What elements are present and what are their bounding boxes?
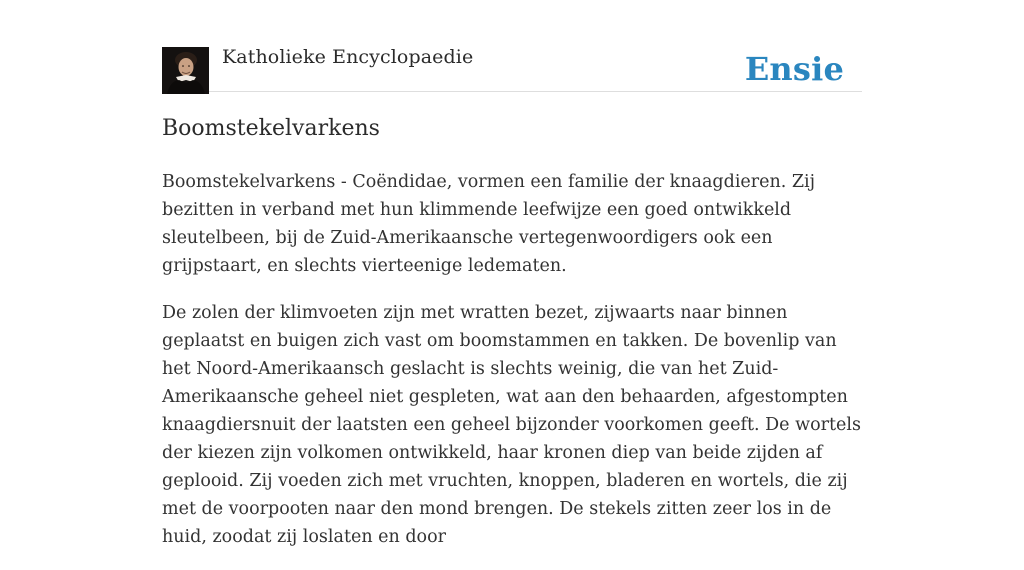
- site-header: [162, 0, 862, 92]
- brand-logo[interactable]: Ensie: [744, 50, 844, 88]
- page-container: [162, 0, 862, 547]
- article-body: [162, 168, 862, 570]
- portrait-avatar[interactable]: [162, 47, 209, 94]
- article-title: Boomstekelvarkens: [162, 116, 380, 141]
- article-paragraph: Boomstekelvarkens - Coëndidae, vormen een familie der knaagdieren. Zij bezitten in verband met hun klimmende leefwijze een goed ontwikkeld sleutelbeen, bij de Zuid-Amerikaansche vertegenwoordigers ook een grijpstaart, en slechts vierteenige ledematen.: [162, 172, 816, 276]
- article-paragraph: De zolen der klimvoeten zijn met wratten bezet, zijwaarts naar binnen geplaatst en buigen zich vast om boomstammen en takken. De bovenlip van het Noord-Amerikaansch geslacht is slechts weinig, die van het Zuid-Amerikaansche geheel niet gespleten, wat aan den behaarden, afgestompten knaagdiersnuit der laatsten een geheel bijzonder voorkomen geeft. De wortels der kiezen zijn volkomen ontwikkeld, haar kronen diep van beide zijden af geplooid. Zij voeden zich met vruchten, knoppen, bladeren en wortels, die zij met de voorpooten naar den mond brengen. De stekels zitten zeer los in de huid, zoodat zij loslaten en door: [162, 303, 861, 547]
- portrait-icon: [162, 47, 209, 94]
- site-name[interactable]: Katholieke Encyclopaedie: [222, 46, 474, 68]
